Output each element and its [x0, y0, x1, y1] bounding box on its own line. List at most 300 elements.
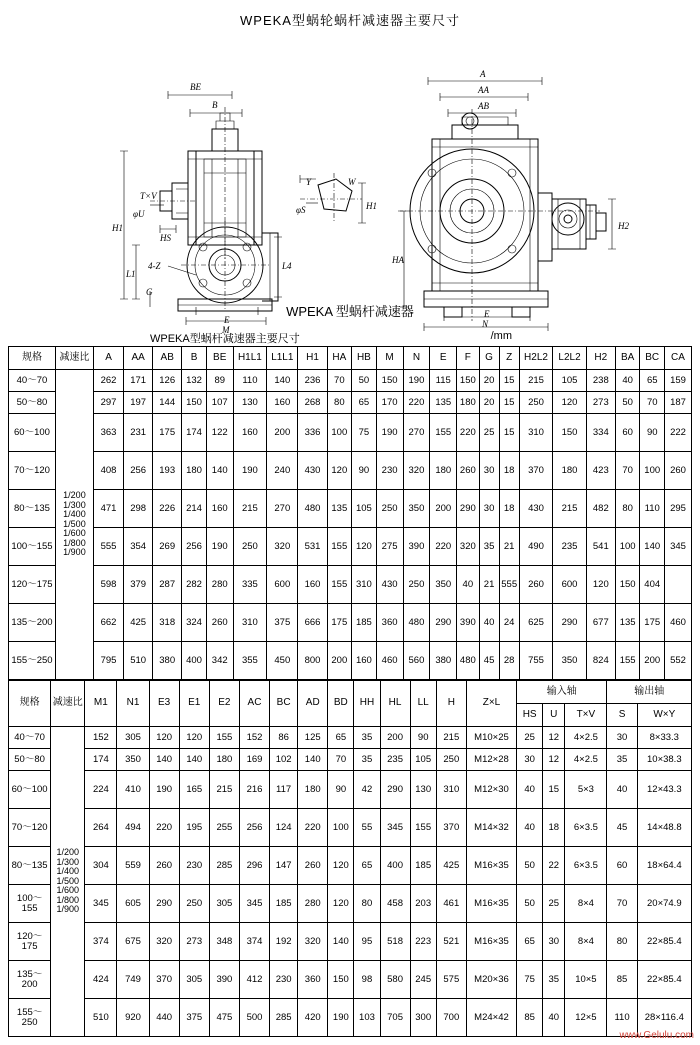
data-cell: 132 — [182, 370, 207, 392]
data-cell: 273 — [586, 392, 615, 414]
col-header: AA — [124, 347, 153, 370]
data-cell: 50 — [517, 847, 543, 885]
data-cell: 555 — [499, 566, 519, 604]
data-cell: 296 — [239, 847, 269, 885]
data-cell: 430 — [376, 566, 403, 604]
data-cell: M16×35 — [466, 885, 516, 923]
data-cell: 197 — [124, 392, 153, 414]
data-cell: 494 — [117, 809, 149, 847]
data-cell: 15 — [499, 414, 519, 452]
data-cell: 350 — [403, 490, 430, 528]
data-cell: 236 — [298, 370, 327, 392]
data-cell: 110 — [233, 370, 267, 392]
data-cell: 424 — [85, 961, 117, 999]
data-cell: 235 — [380, 749, 410, 771]
data-cell: 360 — [298, 961, 328, 999]
data-cell: 700 — [436, 999, 466, 1037]
data-cell: 65 — [517, 923, 543, 961]
data-cell: 215 — [233, 490, 267, 528]
data-cell: 275 — [376, 528, 403, 566]
data-cell: 215 — [553, 490, 587, 528]
data-cell: 155 — [615, 642, 640, 680]
data-cell: 120 — [327, 452, 352, 490]
spec-cell: 40～70 — [9, 370, 56, 392]
ratio-cell: 1/200 1/300 1/400 1/500 1/600 1/800 1/900 — [55, 370, 93, 680]
data-cell: 580 — [380, 961, 410, 999]
data-cell: 192 — [270, 923, 298, 961]
data-cell: 50 — [352, 370, 377, 392]
svg-text:G: G — [146, 287, 153, 297]
svg-text:Y: Y — [306, 177, 312, 187]
data-cell: 552 — [665, 642, 692, 680]
data-cell: 475 — [209, 999, 239, 1037]
data-cell: 130 — [233, 392, 267, 414]
spec-cell: 40～70 — [9, 727, 51, 749]
data-cell: 135 — [327, 490, 352, 528]
data-cell: 125 — [298, 727, 328, 749]
data-cell: 6×3.5 — [565, 809, 607, 847]
data-cell: 214 — [182, 490, 207, 528]
data-cell: 450 — [267, 642, 298, 680]
data-cell: 105 — [352, 490, 377, 528]
data-cell: 350 — [117, 749, 149, 771]
data-cell: 10×5 — [565, 961, 607, 999]
data-cell: 200 — [430, 490, 457, 528]
col-header: F — [457, 347, 479, 370]
unit-label: /mm — [490, 330, 512, 342]
data-cell: 120 — [553, 392, 587, 414]
data-cell: 140 — [149, 749, 179, 771]
data-cell: 140 — [267, 370, 298, 392]
data-cell: 40 — [517, 809, 543, 847]
data-cell: 345 — [239, 885, 269, 923]
data-cell: 345 — [380, 809, 410, 847]
data-cell: 8×33.3 — [637, 727, 691, 749]
data-cell: 250 — [179, 885, 209, 923]
data-cell: 380 — [430, 642, 457, 680]
spec-cell: 60～100 — [9, 414, 56, 452]
data-cell: 280 — [298, 885, 328, 923]
data-cell: 220 — [298, 809, 328, 847]
data-cell: 150 — [376, 370, 403, 392]
svg-text:W: W — [348, 177, 356, 187]
data-cell: 35 — [479, 528, 499, 566]
data-cell: 423 — [586, 452, 615, 490]
data-cell: 222 — [665, 414, 692, 452]
col-header: N1 — [117, 681, 149, 727]
data-cell: 230 — [179, 847, 209, 885]
data-cell: 8×4 — [565, 885, 607, 923]
data-cell: 35 — [354, 727, 380, 749]
col-header: BE — [206, 347, 233, 370]
data-cell: 190 — [403, 370, 430, 392]
data-cell: 297 — [93, 392, 123, 414]
data-cell: 324 — [182, 604, 207, 642]
col-header: M1 — [85, 681, 117, 727]
data-cell: 15 — [499, 370, 519, 392]
col-header: AC — [239, 681, 269, 727]
data-cell: 105 — [553, 370, 587, 392]
data-cell: 40 — [615, 370, 640, 392]
data-cell: 6×3.5 — [565, 847, 607, 885]
data-cell: 310 — [436, 771, 466, 809]
data-cell: 370 — [436, 809, 466, 847]
table-row — [9, 771, 692, 809]
data-cell: 35 — [607, 749, 637, 771]
col-header: 减速比 — [55, 347, 93, 370]
data-cell: 290 — [457, 490, 479, 528]
data-cell: M16×35 — [466, 923, 516, 961]
data-cell: 675 — [117, 923, 149, 961]
data-cell: 24 — [499, 604, 519, 642]
col-header: A — [93, 347, 123, 370]
table-row — [9, 528, 692, 566]
data-cell: 4×2.5 — [565, 749, 607, 771]
data-cell: 310 — [519, 414, 553, 452]
data-cell: 28×116.4 — [637, 999, 691, 1037]
spec-cell: 70～120 — [9, 809, 51, 847]
data-cell: 55 — [354, 809, 380, 847]
data-cell: 215 — [209, 771, 239, 809]
data-cell: 42 — [354, 771, 380, 809]
col-header: HA — [327, 347, 352, 370]
data-cell: 255 — [209, 809, 239, 847]
data-cell: 30 — [543, 923, 565, 961]
data-cell: 400 — [380, 847, 410, 885]
data-cell: 305 — [179, 961, 209, 999]
data-cell: 160 — [298, 566, 327, 604]
data-cell: 482 — [586, 490, 615, 528]
data-cell: 390 — [457, 604, 479, 642]
data-cell: 500 — [239, 999, 269, 1037]
data-cell: 510 — [124, 642, 153, 680]
data-cell: 25 — [479, 414, 499, 452]
data-cell: 295 — [665, 490, 692, 528]
data-cell: 120 — [352, 528, 377, 566]
data-cell: 460 — [376, 642, 403, 680]
spec-cell: 80～135 — [9, 490, 56, 528]
data-cell: 250 — [436, 749, 466, 771]
data-cell: 180 — [430, 452, 457, 490]
data-cell: 155 — [327, 528, 352, 566]
data-cell: 262 — [93, 370, 123, 392]
svg-text:AA: AA — [478, 85, 489, 95]
data-cell: 75 — [517, 961, 543, 999]
data-cell: 285 — [270, 999, 298, 1037]
svg-text:B: B — [212, 100, 218, 110]
data-cell: 45 — [607, 809, 637, 847]
table-caption-row — [0, 330, 700, 346]
data-cell: 102 — [270, 749, 298, 771]
data-cell: 50 — [615, 392, 640, 414]
data-cell: 130 — [410, 771, 436, 809]
data-cell — [665, 566, 692, 604]
data-cell: 103 — [354, 999, 380, 1037]
table-row — [9, 749, 692, 771]
data-cell: 350 — [430, 566, 457, 604]
data-cell: 390 — [209, 961, 239, 999]
data-cell: M12×28 — [466, 749, 516, 771]
data-cell: 318 — [153, 604, 182, 642]
col-header: E3 — [149, 681, 179, 727]
svg-text:L1: L1 — [126, 269, 136, 279]
table-row — [9, 566, 692, 604]
data-cell: 521 — [436, 923, 466, 961]
data-cell: 18 — [499, 490, 519, 528]
data-cell: 135 — [430, 392, 457, 414]
data-cell: 160 — [206, 490, 233, 528]
data-cell: 480 — [403, 604, 430, 642]
data-cell: 420 — [298, 999, 328, 1037]
col-header: CA — [665, 347, 692, 370]
data-cell: 30 — [479, 452, 499, 490]
data-cell: 600 — [553, 566, 587, 604]
data-cell: 150 — [182, 392, 207, 414]
data-cell: 70 — [640, 392, 665, 414]
table-caption: WPEKA型蜗杆减速器主要尺寸 — [150, 333, 300, 345]
data-cell: 235 — [553, 528, 587, 566]
page-title: WPEKA型蜗轮蜗杆减速器主要尺寸 — [240, 13, 460, 28]
data-cell: M24×42 — [466, 999, 516, 1037]
watermark: www.Gelulu.com — [619, 1030, 694, 1041]
data-cell: 187 — [665, 392, 692, 414]
data-cell: 287 — [153, 566, 182, 604]
data-cell: 231 — [124, 414, 153, 452]
data-cell: 175 — [327, 604, 352, 642]
data-cell: 531 — [298, 528, 327, 566]
data-cell: 190 — [376, 414, 403, 452]
col-header: U — [543, 704, 565, 727]
data-cell: 310 — [233, 604, 267, 642]
data-cell: 22×85.4 — [637, 961, 691, 999]
data-cell: 458 — [380, 885, 410, 923]
data-cell: 374 — [239, 923, 269, 961]
data-cell: 80 — [615, 490, 640, 528]
data-cell: 90 — [328, 771, 354, 809]
data-cell: 200 — [327, 642, 352, 680]
col-header: E2 — [209, 681, 239, 727]
data-cell: 12×5 — [565, 999, 607, 1037]
data-cell: 220 — [149, 809, 179, 847]
data-cell: 354 — [124, 528, 153, 566]
data-cell: 460 — [665, 604, 692, 642]
data-cell: M20×36 — [466, 961, 516, 999]
col-header: S — [607, 704, 637, 727]
data-cell: 304 — [85, 847, 117, 885]
data-cell: 305 — [209, 885, 239, 923]
data-cell: 140 — [328, 923, 354, 961]
data-cell: 150 — [615, 566, 640, 604]
svg-text:BE: BE — [190, 82, 201, 92]
ratio-cell: 1/200 1/300 1/400 1/500 1/600 1/800 1/900 — [51, 727, 85, 1037]
data-cell: 560 — [403, 642, 430, 680]
data-cell: 342 — [206, 642, 233, 680]
data-cell: 65 — [640, 370, 665, 392]
data-cell: 282 — [182, 566, 207, 604]
svg-text:T×V: T×V — [140, 191, 157, 201]
data-cell: 350 — [553, 642, 587, 680]
table-row — [9, 999, 692, 1037]
data-cell: 374 — [85, 923, 117, 961]
data-cell: 559 — [117, 847, 149, 885]
data-cell: 180 — [298, 771, 328, 809]
data-cell: 65 — [352, 392, 377, 414]
data-cell: 824 — [586, 642, 615, 680]
data-cell: 165 — [179, 771, 209, 809]
spec-cell: 155～250 — [9, 999, 51, 1037]
data-cell: 705 — [380, 999, 410, 1037]
data-cell: 100 — [640, 452, 665, 490]
data-cell: 85 — [517, 999, 543, 1037]
col-header: W×Y — [637, 704, 691, 727]
col-header: H2L2 — [519, 347, 553, 370]
data-cell: 40 — [607, 771, 637, 809]
data-cell: 390 — [403, 528, 430, 566]
data-cell: 25 — [543, 885, 565, 923]
col-header: E1 — [179, 681, 209, 727]
data-cell: 80 — [354, 885, 380, 923]
table-row — [9, 414, 692, 452]
table-row — [9, 885, 692, 923]
data-cell: 250 — [403, 566, 430, 604]
data-cell: 20 — [479, 370, 499, 392]
data-cell: 160 — [233, 414, 267, 452]
data-cell: 480 — [457, 642, 479, 680]
col-header: H2 — [586, 347, 615, 370]
table-row — [9, 370, 692, 392]
data-cell: 370 — [149, 961, 179, 999]
data-cell: 425 — [124, 604, 153, 642]
data-cell: 152 — [85, 727, 117, 749]
data-cell: 175 — [153, 414, 182, 452]
data-cell: 140 — [179, 749, 209, 771]
data-cell: 160 — [352, 642, 377, 680]
data-cell: 220 — [457, 414, 479, 452]
data-cell: 18 — [499, 452, 519, 490]
data-cell: 4×2.5 — [565, 727, 607, 749]
data-cell: 285 — [209, 847, 239, 885]
data-cell: 124 — [270, 809, 298, 847]
data-cell: 471 — [93, 490, 123, 528]
data-cell: 412 — [239, 961, 269, 999]
data-cell: 190 — [206, 528, 233, 566]
col-header: Z — [499, 347, 519, 370]
data-cell: 12×43.3 — [637, 771, 691, 809]
data-cell: 223 — [410, 923, 436, 961]
data-cell: 65 — [354, 847, 380, 885]
col-header: HL — [380, 681, 410, 727]
data-cell: 336 — [298, 414, 327, 452]
data-cell: 170 — [376, 392, 403, 414]
data-cell: 320 — [298, 923, 328, 961]
data-cell: 120 — [179, 727, 209, 749]
data-cell: 45 — [479, 642, 499, 680]
data-cell: 18 — [543, 809, 565, 847]
data-cell: 5×3 — [565, 771, 607, 809]
data-cell: M10×25 — [466, 727, 516, 749]
data-cell: 490 — [519, 528, 553, 566]
data-cell: 85 — [607, 961, 637, 999]
data-cell: 120 — [586, 566, 615, 604]
table-row — [9, 642, 692, 680]
data-cell: 256 — [239, 809, 269, 847]
col-header: L1L1 — [267, 347, 298, 370]
table-row — [9, 727, 692, 749]
data-cell: 12 — [543, 727, 565, 749]
data-cell: 175 — [640, 604, 665, 642]
svg-text:A: A — [480, 69, 486, 79]
table-row — [9, 923, 692, 961]
data-cell: 260 — [298, 847, 328, 885]
data-cell: 105 — [410, 749, 436, 771]
assembly-drawing — [0, 33, 700, 333]
col-header: 规格 — [9, 681, 51, 727]
spec-cell: 80～135 — [9, 847, 51, 885]
col-header: HS — [517, 704, 543, 727]
data-cell: 150 — [553, 414, 587, 452]
data-cell: 70 — [615, 452, 640, 490]
data-cell: 14×48.8 — [637, 809, 691, 847]
data-cell: 40 — [543, 999, 565, 1037]
data-cell: 518 — [380, 923, 410, 961]
data-cell: 220 — [403, 392, 430, 414]
data-cell: 379 — [124, 566, 153, 604]
data-cell: 461 — [436, 885, 466, 923]
table-row — [9, 847, 692, 885]
data-cell: 169 — [239, 749, 269, 771]
spec-cell: 60～100 — [9, 771, 51, 809]
data-cell: 200 — [380, 727, 410, 749]
data-cell: 230 — [270, 961, 298, 999]
table-row — [9, 490, 692, 528]
data-cell: 260 — [206, 604, 233, 642]
data-cell: 65 — [328, 727, 354, 749]
data-cell: 185 — [352, 604, 377, 642]
data-cell: 22×85.4 — [637, 923, 691, 961]
data-cell: 80 — [327, 392, 352, 414]
data-cell: 35 — [354, 749, 380, 771]
data-cell: 755 — [519, 642, 553, 680]
svg-text:E: E — [224, 315, 230, 325]
data-cell: 348 — [209, 923, 239, 961]
data-cell: 107 — [206, 392, 233, 414]
data-cell: 200 — [267, 414, 298, 452]
data-cell: 320 — [457, 528, 479, 566]
data-cell: 260 — [519, 566, 553, 604]
data-cell: 334 — [586, 414, 615, 452]
data-cell: 90 — [640, 414, 665, 452]
data-cell: 270 — [267, 490, 298, 528]
spec-cell: 155～250 — [9, 642, 56, 680]
col-header: B — [182, 347, 207, 370]
table-row — [9, 604, 692, 642]
col-header: 减速比 — [51, 681, 85, 727]
data-cell: 70 — [607, 885, 637, 923]
data-cell: M16×35 — [466, 847, 516, 885]
data-cell: 250 — [376, 490, 403, 528]
data-cell: 180 — [553, 452, 587, 490]
data-cell: M12×30 — [466, 771, 516, 809]
data-cell: 190 — [233, 452, 267, 490]
data-cell: 355 — [233, 642, 267, 680]
data-cell: 363 — [93, 414, 123, 452]
data-cell: 30 — [517, 749, 543, 771]
data-cell: 240 — [267, 452, 298, 490]
data-cell: 430 — [298, 452, 327, 490]
data-cell: 20×74.9 — [637, 885, 691, 923]
data-cell: 140 — [640, 528, 665, 566]
col-header: H — [436, 681, 466, 727]
